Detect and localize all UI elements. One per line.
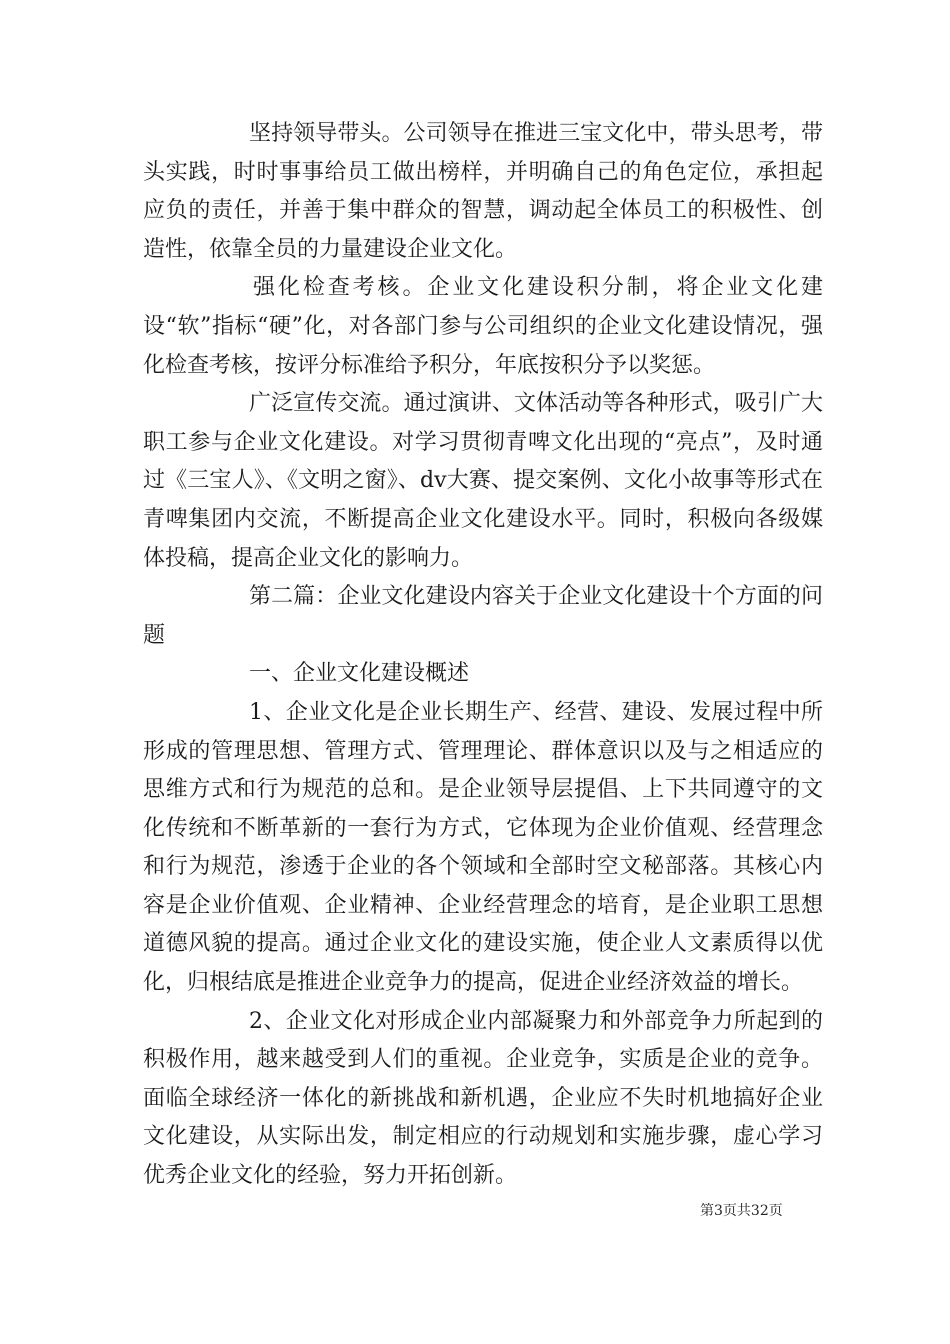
paragraph-inspection: 强化检查考核。企业文化建设积分制，将企业文化建设“软”指标“硬”化，对各部门参与公司组织的企业文化建设情况，强化检查考核，按评分标准给予积分，年底按积分予以奖惩。 bbox=[143, 275, 823, 378]
paragraph-publicity: 广泛宣传交流。通过演讲、文体活动等各种形式，吸引广大职工参与企业文化建设。对学习贯彻青啤文化出现的“亮点”，及时通过《三宝人》、《文明之窗》、dv大赛、提交案例、文化小故事等形式在青啤集团内交流，不断提高企业文化建设水平。同时，积极向各级媒体投稿，提高企业文化的影响力。 bbox=[143, 391, 823, 571]
page-number-footer: 第3页共32页 bbox=[700, 1203, 783, 1219]
paragraph-item-2: 2、企业文化对形成企业内部凝聚力和外部竞争力所起到的积极作用，越来越受到人们的重视。企业竞争，实质是企业的竞争。面临全球经济一体化的新挑战和新机遇，企业应不失时机地搞好企业文化建设，从实际出发，制定相应的行动规划和实施步骤，虚心学习优秀企业文化的经验，努力开拓创新。 bbox=[143, 1008, 823, 1189]
heading-overview: 一、企业文化建设概述 bbox=[249, 661, 470, 687]
paragraph-leadership: 坚持领导带头。公司领导在推进三宝文化中，带头思考，带头实践，时时事事给员工做出榜样，并明确自己的角色定位，承担起应负的责任，并善于集中群众的智慧，调动起全体员工的积极性、创造性，依靠全员的力量建设企业文化。 bbox=[143, 121, 823, 262]
paragraph-item-1: 1、企业文化是企业长期生产、经营、建设、发展过程中所形成的管理思想、管理方式、管理理论、群体意识以及与之相适应的思维方式和行为规范的总和。是企业领导层提倡、上下共同遵守的文化传统和不断革新的一套行为方式，它体现为企业价值观、经营理念和行为规范，渗透于企业的各个领域和全部时空文秘部落。其核心内容是企业价值观、企业精神、企业经营理念的培育，是企业职工思想道德风貌的提高。通过企业文化的建设实施，使企业人文素质得以优化，归根结底是推进企业竞争力的提高，促进企业经济效益的增长。 bbox=[143, 699, 823, 996]
document-body bbox=[143, 115, 823, 1196]
section-title-part-two: 第二篇：企业文化建设内容关于企业文化建设十个方面的问题 bbox=[143, 584, 823, 648]
